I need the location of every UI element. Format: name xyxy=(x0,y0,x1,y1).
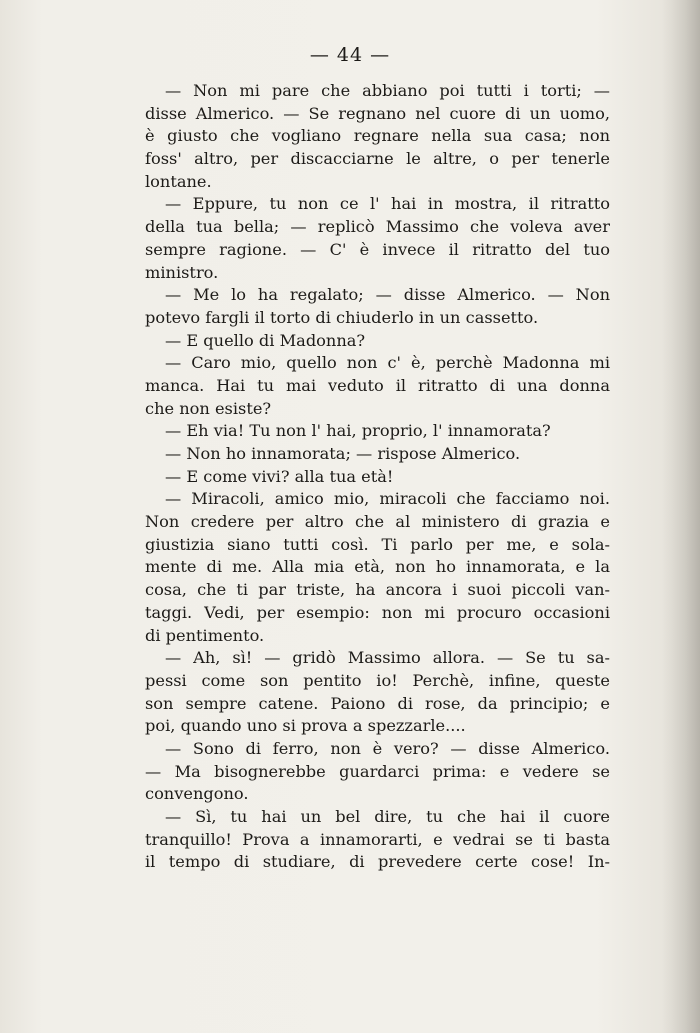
text-line: della tua bella; — replicò Massimo che voleva aver xyxy=(145,217,610,237)
text-line: convengono. xyxy=(145,784,249,804)
text-line: di pentimento. xyxy=(145,625,265,645)
text-line: — Sì, tu hai un bel dire, tu che hai il cuore xyxy=(165,807,610,826)
text-line: — Me lo ha regalato; — disse Almerico. — Non xyxy=(165,285,610,305)
text-line: lontane. xyxy=(145,171,212,191)
text-line: il tempo di studiare, di prevedere certe cose! In- xyxy=(145,852,610,872)
text-line: foss' altro, per discacciarne le altre, o per tenerle xyxy=(145,149,610,169)
text-line: — Non mi pare che abbiano poi tutti i torti; — xyxy=(165,81,610,100)
text-line: — Ah, sì! — gridò Massimo allora. — Se tu sa- xyxy=(165,648,610,668)
text-line: — E come vivi? alla tua età! xyxy=(165,466,394,486)
text-line: taggi. Vedi, per esempio: non mi procuro occasioni xyxy=(145,602,610,622)
text-line: — E quello di Madonna? xyxy=(165,330,366,350)
text-line: ministro. xyxy=(145,262,219,282)
text-line: sempre ragione. — C' è invece il ritratto del tuo xyxy=(145,239,610,259)
text-line: — Non ho innamorata; — rispose Almerico. xyxy=(165,444,521,463)
text-line: — Caro mio, quello non c' è, perchè Madonna mi xyxy=(165,353,610,373)
text-line: tranquillo! Prova a innamorarti, e vedrai se ti basta xyxy=(145,829,610,849)
text-line: Non credere per altro che al ministero di grazia e xyxy=(145,512,610,532)
text-line: — Eh via! Tu non l' hai, proprio, l' innamorata? xyxy=(165,421,551,441)
text-line: cosa, che ti par triste, ha ancora i suoi piccoli van- xyxy=(145,580,610,600)
text-line: è giusto che vogliano regnare nella sua casa; non xyxy=(145,126,610,146)
text-line: — Eppure, tu non ce l' hai in mostra, il ritratto xyxy=(165,194,610,214)
text-line: manca. Hai tu mai veduto il ritratto di una donna xyxy=(145,375,610,395)
text-line: disse Almerico. — Se regnano nel cuore di un uomo, xyxy=(145,103,610,123)
text-line: son sempre catene. Paiono di rose, da principio; e xyxy=(145,693,610,713)
text-line: poi, quando uno si prova a spezzarle.... xyxy=(145,716,466,736)
text-line: giustizia siano tutti così. Ti parlo per me, e sola- xyxy=(145,534,610,554)
text-line: — Ma bisognerebbe guardarci prima: e vedere se xyxy=(145,761,610,781)
text-line: mente di me. Alla mia età, non ho innamorata, e la xyxy=(145,557,610,577)
body-text xyxy=(145,80,610,874)
text-line: che non esiste? xyxy=(145,398,272,418)
text-line: — Sono di ferro, non è vero? — disse Almerico. xyxy=(165,738,610,758)
text-line: — Miracoli, amico mio, miracoli che facciamo noi. xyxy=(165,489,610,509)
text-line: potevo fargli il torto di chiuderlo in un cassetto. xyxy=(145,307,539,327)
page-number: — 44 — xyxy=(309,44,391,66)
text-line: pessi come son pentito io! Perchè, infine, queste xyxy=(145,670,610,690)
page-edge-shadow xyxy=(662,0,700,1033)
